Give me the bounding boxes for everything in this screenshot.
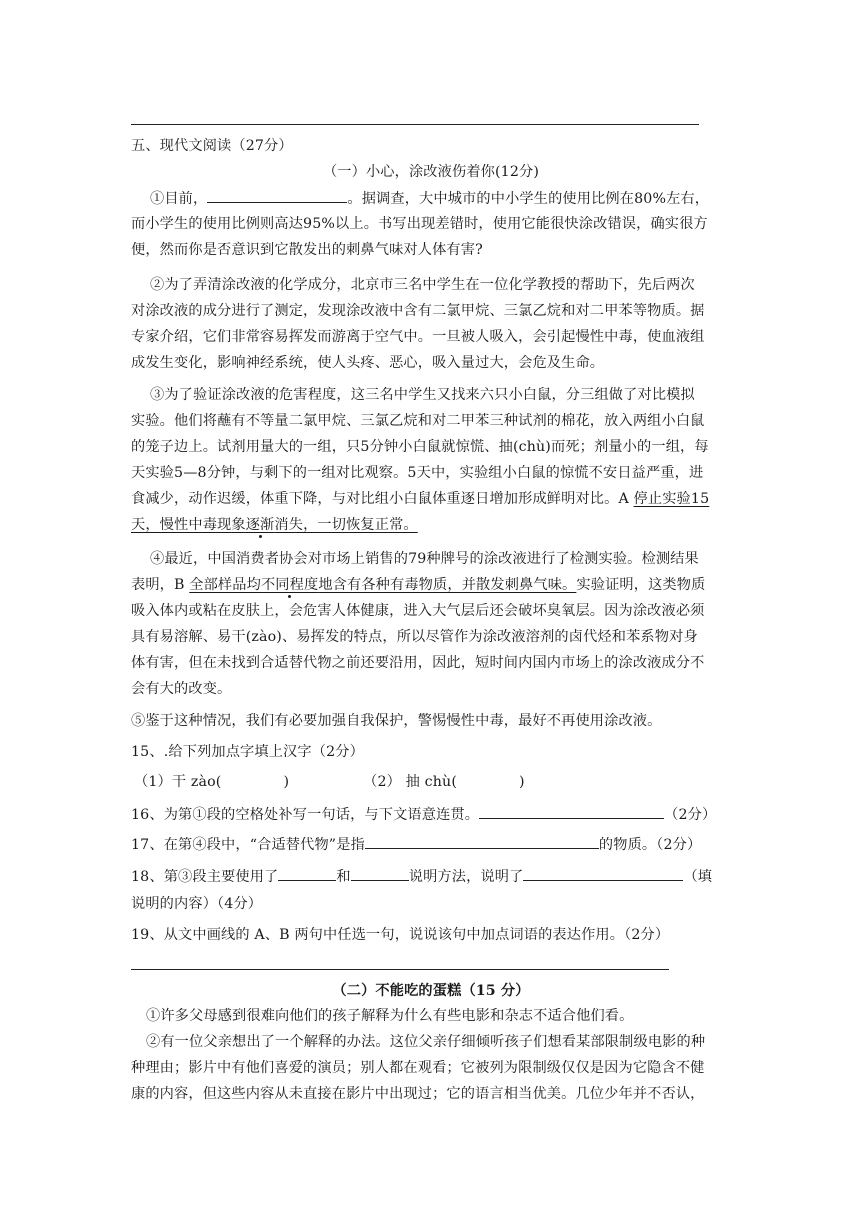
p4-line2 bbox=[131, 575, 731, 595]
part1-title: （一）小心，涂改液伤着你(12分) bbox=[322, 164, 540, 180]
p4-line1: ④最近，中国消费者协会对市场上销售的79种牌号的涂改液进行了检测实验。检测结果 bbox=[150, 551, 699, 567]
q18-text-c: 说明方法，说明了 bbox=[408, 869, 524, 885]
q17-blank[interactable] bbox=[365, 834, 599, 849]
p3-line4: 天实验5—8分钟，与剩下的一组对比观察。5天中，实验组小白鼠的惊慌不安日益严重，进 bbox=[131, 465, 704, 481]
p4-line2-lead: 表明，B bbox=[131, 577, 190, 593]
p4-line4: 具有易溶解、易干(zào)、易挥发的特点，所以尽管作为涂改液溶剂的卤代烃和苯系物对身 bbox=[131, 629, 698, 645]
p3-line5-text: 食减少，动作迟缓，体重下降，与对比组小白鼠体重逐日增加形成鲜明对比。A bbox=[131, 491, 634, 507]
sentence-a-start: 停止实验15 bbox=[633, 491, 710, 507]
q18-text-a: 18、第③段主要使用了 bbox=[131, 869, 279, 885]
p4-line3: 吸入体内或粘在皮肤上，会危害人体健康，进入大气层后还会破坏臭氧层。因为涂改液必须 bbox=[131, 603, 705, 619]
q15-item-1: （1）干 zào( bbox=[134, 774, 222, 790]
p2-line2: 对涂改液的成分进行了测定，发现涂改液中含有二氯甲烷、三氯乙烷和对二甲苯等物质。据 bbox=[131, 303, 705, 319]
p3-line5 bbox=[131, 489, 731, 509]
part2-line1: ①许多父母感到很难向他们的孩子解释为什么有些电影和杂志不适合他们看。 bbox=[146, 1008, 634, 1024]
part2-line2: ②有一位父亲想出了一个解释的办法。这位父亲仔细倾听孩子们想看某部限制级电影的种 bbox=[146, 1034, 706, 1050]
sentence-a-part1: 天，慢性中毒现象 bbox=[131, 517, 246, 533]
q18-text-d: （填 bbox=[683, 869, 713, 885]
q18-blank-3[interactable] bbox=[523, 866, 683, 881]
question-15: 15、.给下列加点字填上汉字（2分） bbox=[131, 744, 364, 760]
p2-line1: ②为了弄清涂改液的化学成分，北京市三名中学生在一位化学教授的帮助下，先后两次 bbox=[150, 277, 695, 293]
q15-item-1-close: ) bbox=[283, 774, 290, 790]
question-18-cont: 说明的内容）（4分） bbox=[131, 896, 263, 912]
p4-line6: 会有大的改变。 bbox=[131, 681, 232, 697]
q18-blank-1[interactable] bbox=[278, 866, 336, 881]
q17-end: 的物质。（2分） bbox=[598, 837, 702, 853]
p1-line1 bbox=[131, 188, 750, 209]
question-15-items bbox=[134, 772, 734, 792]
sentence-b-part1: 全部样品均 bbox=[189, 577, 261, 593]
q17-text: 17、在第④段中，“合适替代物”是指 bbox=[131, 837, 365, 853]
p2-line4: 成发生变化，影响神经系统，使人头疼、恶心，吸入量过大，会危及生命。 bbox=[131, 355, 605, 371]
q18-text-b: 和 bbox=[336, 869, 351, 885]
p3-line2: 实验。他们将蘸有不等量二氯甲烷、三氯乙烷和对二甲苯三种试剂的棉花，放入两组小白鼠 bbox=[131, 413, 705, 429]
q16-text: 16、为第①段的空格处补写一句话，与下文语意连贯。 bbox=[131, 807, 480, 823]
p3-line1: ③为了验证涂改液的危害程度，这三名中学生又找来六只小白鼠，分三组做了对比模拟 bbox=[150, 387, 695, 403]
p2-line3: 专家介绍，它们非常容易挥发而游离于空气中。一旦被人吸入，会引起慢性中毒，使血液组 bbox=[131, 329, 705, 345]
p3-line6 bbox=[131, 515, 731, 535]
top-rule bbox=[131, 124, 699, 125]
p5-line: ⑤鉴于这种情况，我们有必要加强自我保护，警惕慢性中毒，最好不再使用涂改液。 bbox=[131, 713, 662, 729]
p1-blank[interactable] bbox=[207, 188, 347, 203]
q16-score: （2分） bbox=[664, 807, 717, 823]
part2-line4: 康的内容，但这些内容从未直接在影片中出现过；它的语言相当优美。几位少年并不否认， bbox=[131, 1086, 705, 1102]
q15-item-2-close: ) bbox=[519, 774, 525, 790]
dotted-word-zhujian: 逐渐 bbox=[245, 517, 275, 533]
sentence-a-part2: 消失，一切恢复正常。 bbox=[274, 517, 418, 533]
sentence-b-part2: 地含有各种有毒物质，并散发刺鼻气味。 bbox=[318, 577, 577, 593]
question-18 bbox=[131, 866, 731, 887]
part2-title: （二）不能吃的蛋糕（15 分） bbox=[332, 983, 530, 999]
part2-line3: 种理由；影片中有他们喜爱的演员；别人都在观看；它被列为限制级仅仅是因为它隐含不健 bbox=[131, 1060, 705, 1076]
p4-line5: 体有害，但在未找到合适替代物之前还要沿用，因此，短时间内国内市场上的涂改液成分不 bbox=[131, 655, 705, 671]
q16-blank[interactable] bbox=[479, 804, 664, 819]
p1-line2: 而小学生的使用比例则高达95%以上。书写出现差错时，使用它能很快涂改错误，确实很方 bbox=[131, 216, 708, 232]
section-heading: 五、现代文阅读（27分） bbox=[131, 138, 293, 154]
question-17 bbox=[131, 834, 731, 855]
q18-blank-2[interactable] bbox=[351, 866, 409, 881]
p1-line3: 便，然而你是否意识到它散发出的刺鼻气味对人体有害? bbox=[131, 242, 483, 258]
q15-item-2: （2） 抽 chù( bbox=[363, 774, 458, 790]
dotted-word-butongchengdu: 不同程度 bbox=[260, 577, 319, 593]
p1-text-a: ①目前， bbox=[150, 191, 208, 207]
question-16 bbox=[131, 804, 731, 825]
middle-rule bbox=[131, 969, 669, 970]
p3-line3: 的笼子边上。试剂用量大的一组，只5分钟小白鼠就惊慌、抽(chù)而死；剂量小的一组，每 bbox=[131, 439, 709, 455]
question-19: 19、从文中画线的 A、B 两句中任选一句，说说该句中加点词语的表达作用。（2分） bbox=[131, 927, 670, 943]
p1-text-b: 。据调查，大中城市的中小学生的使用比例在80%左右， bbox=[347, 191, 710, 207]
p4-line2-tail: 实验证明，这类物质 bbox=[576, 577, 706, 593]
